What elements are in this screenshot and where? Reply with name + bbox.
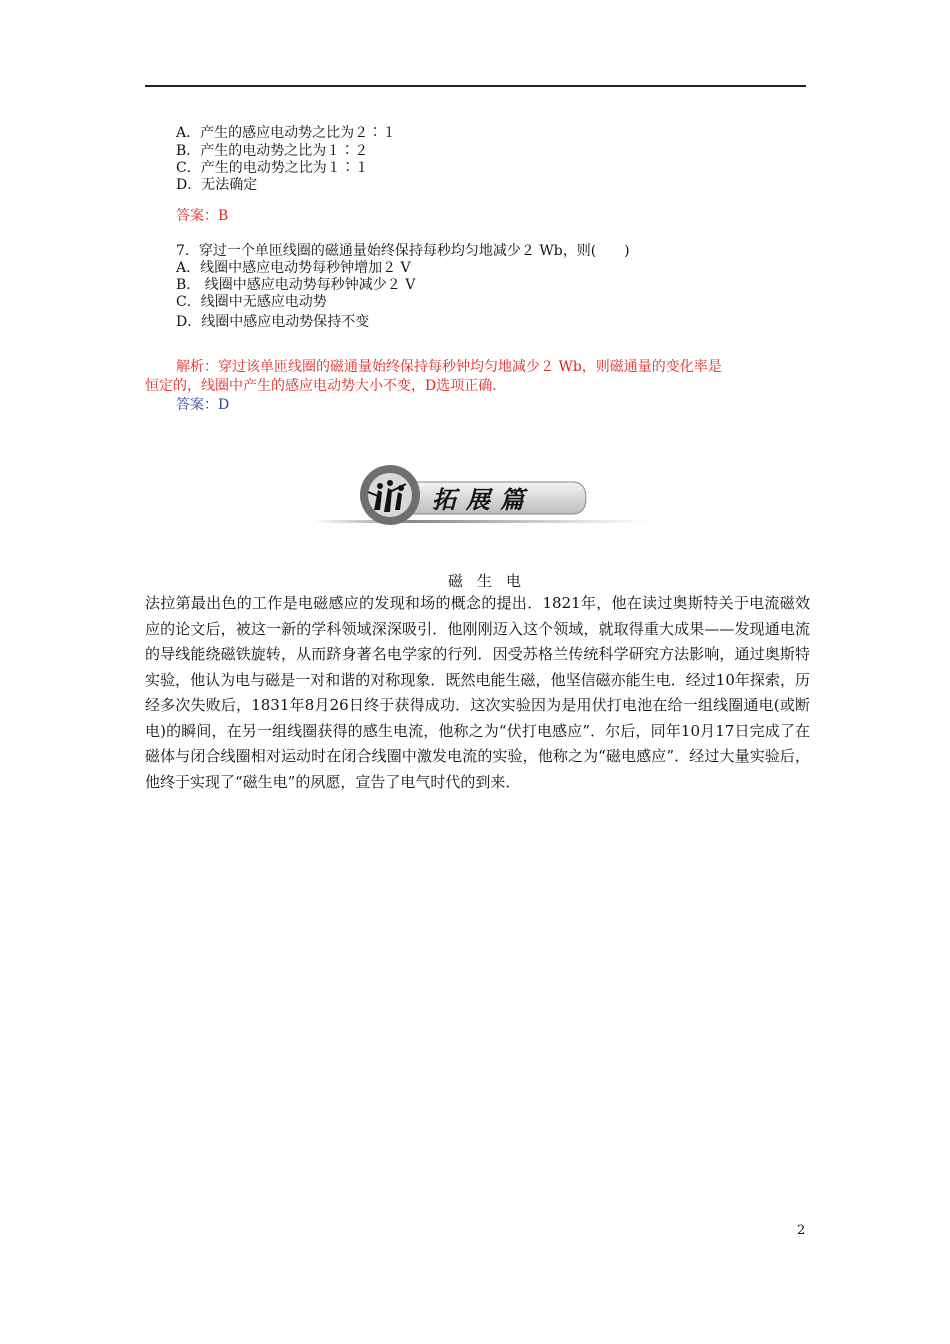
- q7-stem: 7．穿过一个单匝线圈的磁通量始终保持每秒均匀地减少２ Wb，则( ): [176, 243, 630, 259]
- header-rule: [145, 85, 806, 87]
- page-number: 2: [797, 1223, 806, 1238]
- q7-option-c: C．线圈中无感应电动势: [176, 294, 327, 310]
- q6-answer: 答案：B: [176, 208, 229, 224]
- q6-option-d: D．无法确定: [176, 177, 258, 193]
- article-body: 法拉第最出色的工作是电磁感应的发现和场的概念的提出．1821年，他在读过奥斯特关于电流磁效应的论文后，被这一新的学科领域深深吸引．他刚刚迈入这个领域，就取得重大成果——发现通电流的导线能绕磁铁旋转，从而跻身著名电学家的行列．因受苏格兰传统科学研究方法影响，通过奥斯特实验，他认为电与磁是一对和谐的对称现象．既然电能生磁，他坚信磁亦能生电．经过10年探索，历经多次失败后，1831年8月26日终于获得成功．这次实验因为是用伏打电池在给一组线圈通电(或断电)的瞬间，在另一组线圈获得的感生电流，他称之为“伏打电感应”．尔后，同年10月17日完成了在磁体与闭合线圈相对运动时在闭合线圈中激发电流的实验，他称之为“磁电感应”．经过大量实验后，他终于实现了“磁生电”的夙愿，宣告了电气时代的到来．: [145, 594, 810, 791]
- q7-option-a: A．线圈中感应电动势每秒钟增加２ V: [176, 260, 411, 276]
- q7-analysis-line1: 解析：穿过该单匝线圈的磁通量始终保持每秒钟均匀地减少２ Wb，则磁通量的变化率是: [176, 359, 722, 375]
- q6-option-a: A．产生的感应电动势之比为２∶１: [176, 125, 397, 141]
- q6-option-c: C．产生的电动势之比为１∶１: [176, 160, 369, 176]
- q7-answer: 答案：D: [176, 397, 230, 413]
- q6-option-b: B．产生的电动势之比为１∶２: [176, 143, 369, 159]
- q7-option-d: D．线圈中感应电动势保持不变: [176, 314, 370, 330]
- banner-title: 拓展篇: [432, 485, 534, 514]
- article-title: 磁生电: [448, 572, 536, 590]
- q7-analysis-line2: 恒定的，线圈中产生的感应电动势大小不变，D选项正确．: [145, 378, 507, 394]
- q7-option-b: B． 线圈中感应电动势每秒钟减少２ V: [176, 277, 416, 293]
